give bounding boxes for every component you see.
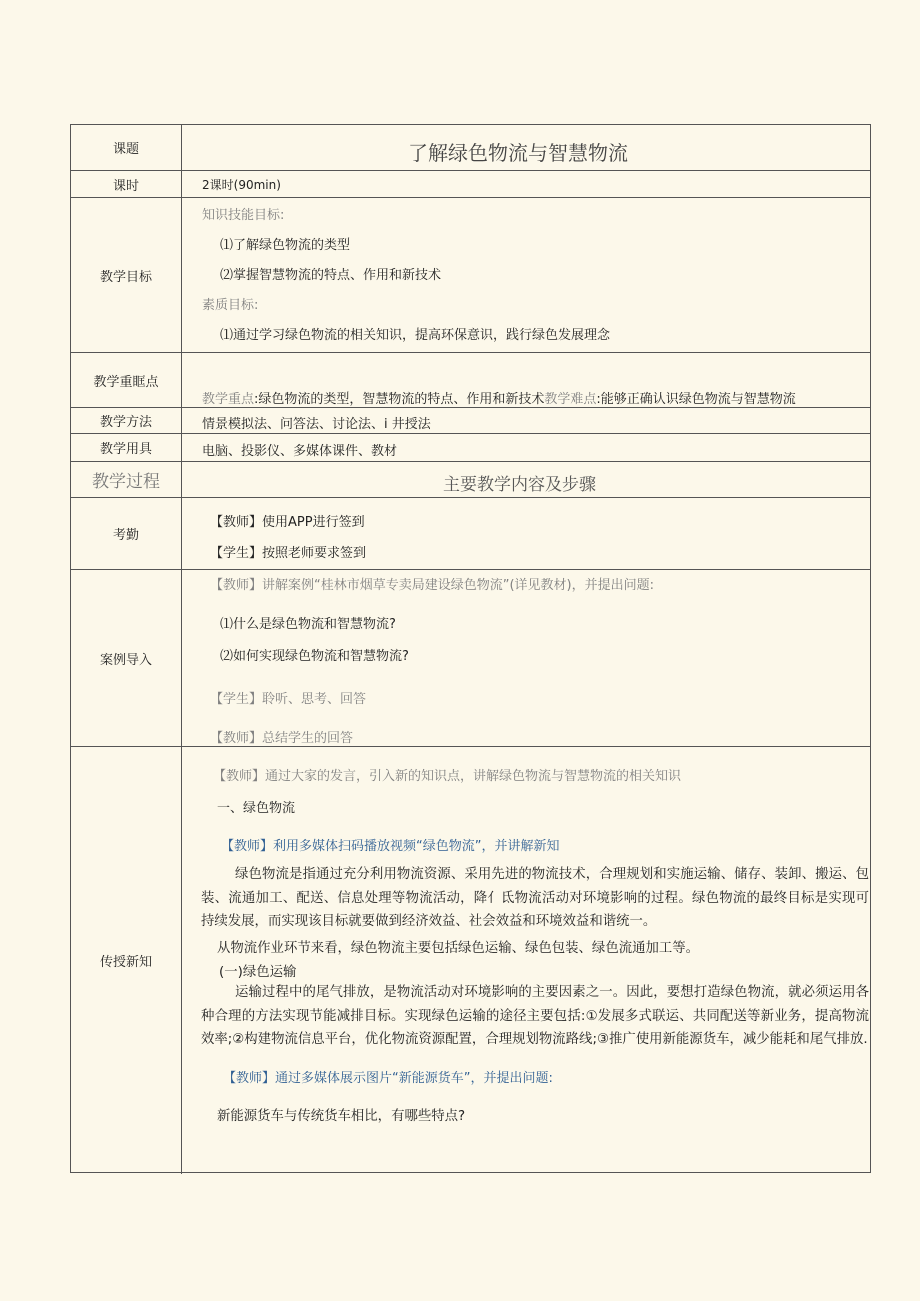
hours-value: 2课时(90min) xyxy=(202,178,281,192)
row-topic xyxy=(71,125,870,171)
teach-question: 新能源货车与传统货车相比，有哪些特点? xyxy=(217,1109,466,1124)
label-keypoints: 教学重眶点 xyxy=(71,353,182,407)
label-objectives: 教学目标 xyxy=(71,198,182,352)
teach-image-note: 【教师】通过多媒体展示图片“新能源货车”，并提出问题: xyxy=(223,1071,553,1086)
lesson-title: 了解绿色物流与智慧物流 xyxy=(408,141,628,165)
quality-item-1: ⑴通过学习绿色物流的相关知识，提高环保意识，践行绿色发展理念 xyxy=(220,328,611,343)
lesson-plan-table xyxy=(70,124,871,1173)
difficulty-label: 教学难点 xyxy=(544,392,597,407)
attendance-student: 【学生】按照老师要求签到 xyxy=(210,546,367,561)
label-case: 案例导入 xyxy=(71,570,182,746)
row-tools xyxy=(71,434,870,462)
row-hours xyxy=(71,171,870,198)
case-teacher-summary: 【教师】总结学生的回答 xyxy=(210,731,354,746)
paragraph-definition: 绿色物流是指通过充分利用物流资源、采用先进的物流技术，合理规划和实施运输、储存、装卸、搬运、包装、流通加工、配送、信息处理等物流活动，降亻氐物流活动对环境影响的过程。绿色物流的最终目标是实现可持续发展，而实现该目标就要做到经济效益、社会效益和环境效益和谐统一。 xyxy=(201,867,869,929)
row-teach xyxy=(71,747,870,1174)
key-text: :绿色物流的类型，智慧物流的特点、作用和新技术 xyxy=(254,392,545,407)
methods-value: 情景模拟法、问答法、讨论法、i 井授法 xyxy=(202,417,431,432)
row-attendance xyxy=(71,498,870,570)
knowledge-title: 知识技能目标: xyxy=(202,208,285,223)
row-objectives xyxy=(71,198,870,353)
knowledge-item-1: ⑴了解绿色物流的类型 xyxy=(220,238,351,253)
knowledge-item-2: ⑵掌握智慧物流的特点、作用和新技术 xyxy=(220,268,442,283)
attendance-teacher: 【教师】使用APP进行签到 xyxy=(210,515,365,530)
teach-intro: 【教师】通过大家的发言，引入新的知识点，讲解绿色物流与智慧物流的相关知识 xyxy=(213,769,682,784)
row-keypoints xyxy=(71,353,870,408)
paragraph-types: 从物流作业环节来看，绿色物流主要包括绿色运输、绿色包装、绿色流通加工等。 xyxy=(217,941,700,956)
label-teach: 传授新知 xyxy=(71,747,182,1174)
difficulty-text: :能够正确认识绿色物流与智慧物流 xyxy=(596,392,796,407)
case-question-1: ⑴什么是绿色物流和智慧物流? xyxy=(220,617,396,632)
label-attendance: 考勤 xyxy=(71,498,182,569)
tools-value: 电脑、投影仪、多媒体课件、教材 xyxy=(202,444,398,459)
row-methods xyxy=(71,408,870,434)
row-case xyxy=(71,570,870,747)
keypoints-line xyxy=(202,388,796,407)
label-methods: 教学方法 xyxy=(71,408,182,433)
case-question-2: ⑵如何实现绿色物流和智慧物流? xyxy=(220,649,409,664)
label-tools: 教学用具 xyxy=(71,434,182,461)
case-student: 【学生】聆听、思考、回答 xyxy=(210,692,367,707)
subheading-green-transport: (一)绿色运输 xyxy=(219,965,297,980)
case-teacher-intro: 【教师】讲解案例“桂林市烟草专卖局建设绿色物流”(详见教材)，并提出问题: xyxy=(210,578,654,593)
paragraph-transport: 运输过程中的尾气排放，是物流活动对环境影响的主要因素之一。因此，要想打造绿色物流，就必须运用各种合理的方法实现节能减排目标。实现绿色运输的途径主要包括:①发展多式联运、共同配送等新业务，提高物流效率;②构建物流信息平台，优化物流资源配置，合理规划物流路线;③推广使用新能源货车，减少能耗和尾气排放. xyxy=(201,985,869,1047)
process-header-left: 教学过程 xyxy=(71,462,182,497)
row-process-header xyxy=(71,462,870,498)
process-header-right: 主要教学内容及步骤 xyxy=(443,475,596,495)
label-topic: 课题 xyxy=(71,125,182,170)
teach-video-note: 【教师】利用多媒体扫码播放视频“绿色物流”，并讲解新知 xyxy=(221,839,560,854)
quality-title: 素质目标: xyxy=(202,298,259,313)
section-heading-green: 一、绿色物流 xyxy=(217,801,296,816)
key-label: 教学重点 xyxy=(202,392,255,407)
label-hours: 课时 xyxy=(71,171,182,197)
